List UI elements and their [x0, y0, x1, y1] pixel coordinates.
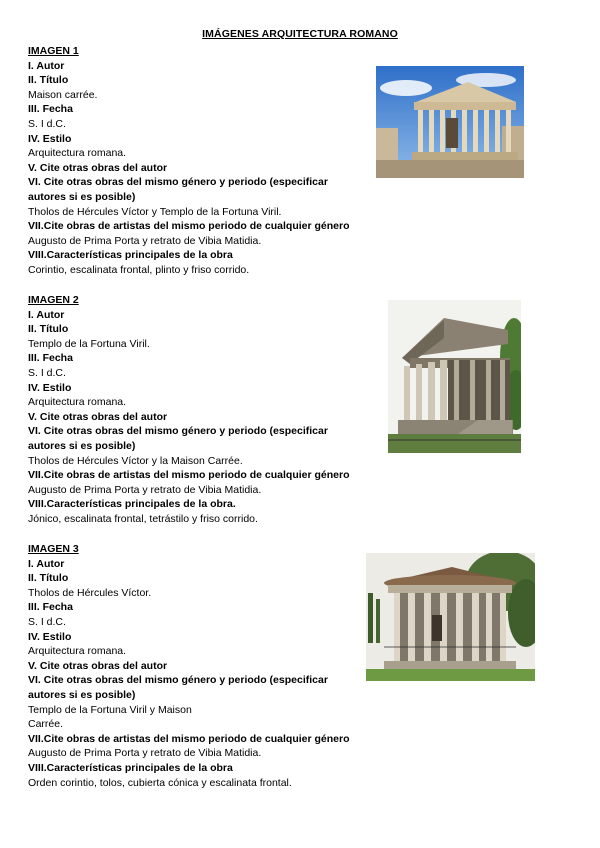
artistas-value: Augusto de Prima Porta y retrato de Vibia Matidia. [28, 483, 262, 496]
caracteristicas-value: Corintio, escalinata frontal, plinto y friso corrido. [28, 263, 250, 276]
section-heading: IMAGEN 3 [28, 543, 79, 555]
tholos-hercules-photo [366, 553, 535, 681]
otras-genero-label-1: VI. Cite otras obras del mismo género y periodo (especificar [28, 176, 328, 189]
page-title: IMÁGENES ARQUITECTURA ROMANO [202, 28, 398, 40]
estilo-label: IV. Estilo [28, 132, 72, 145]
artistas-value: Augusto de Prima Porta y retrato de Vibia Matidia. [28, 747, 262, 760]
fortuna-viril-photo [388, 300, 521, 453]
otras-genero-label-1: VI. Cite otras obras del mismo género y periodo (especificar [28, 425, 328, 438]
titulo-label: II. Título [28, 572, 69, 585]
fecha-label: III. Fecha [28, 352, 73, 365]
fecha-value: S. I d.C. [28, 366, 66, 379]
otras-genero-label-2: autores si es posible) [28, 688, 136, 701]
section-heading: IMAGEN 1 [28, 45, 79, 57]
imagen-1-section [28, 44, 388, 278]
fecha-label: III. Fecha [28, 601, 73, 614]
autor-label: I. Autor [28, 59, 65, 72]
titulo-label: II. Título [28, 74, 69, 87]
otras-autor-label: V. Cite otras obras del autor [28, 659, 168, 672]
otras-autor-label: V. Cite otras obras del autor [28, 410, 168, 423]
estilo-value: Arquitectura romana. [28, 147, 127, 160]
otras-genero-value-1: Templo de la Fortuna Viril y Maison [28, 703, 192, 716]
fecha-value: S. I d.C. [28, 615, 66, 628]
caracteristicas-value: Jónico, escalinata frontal, tetrástilo y friso corrido. [28, 512, 258, 525]
otras-genero-label-2: autores si es posible) [28, 190, 136, 203]
fecha-value: S. I d.C. [28, 117, 66, 130]
artistas-label: VII.Cite obras de artistas del mismo periodo de cualquier género [28, 220, 350, 233]
imagen-3-section [28, 542, 388, 790]
estilo-label: IV. Estilo [28, 381, 72, 394]
autor-label: I. Autor [28, 308, 65, 321]
artistas-label: VII.Cite obras de artistas del mismo periodo de cualquier género [28, 732, 350, 745]
caracteristicas-label: VIII.Características principales de la obra [28, 761, 233, 774]
fecha-label: III. Fecha [28, 103, 73, 116]
imagen-2-section [28, 293, 388, 527]
estilo-value: Arquitectura romana. [28, 396, 127, 409]
caracteristicas-label: VIII.Características principales de la obra [28, 249, 233, 262]
otras-genero-label-2: autores si es posible) [28, 439, 136, 452]
otras-genero-value-2: Carrée. [28, 718, 64, 731]
artistas-label: VII.Cite obras de artistas del mismo periodo de cualquier género [28, 469, 350, 482]
otras-genero-value: Tholos de Hércules Víctor y Templo de la Fortuna Viril. [28, 205, 282, 218]
autor-label: I. Autor [28, 557, 65, 570]
caracteristicas-value: Orden corintio, tolos, cubierta cónica y escalinata frontal. [28, 776, 292, 789]
artistas-value: Augusto de Prima Porta y retrato de Vibia Matidia. [28, 234, 262, 247]
otras-genero-label-1: VI. Cite otras obras del mismo género y periodo (especificar [28, 674, 328, 687]
maison-carree-photo [376, 66, 524, 178]
section-heading: IMAGEN 2 [28, 294, 79, 306]
estilo-value: Arquitectura romana. [28, 645, 127, 658]
otras-autor-label: V. Cite otras obras del autor [28, 161, 168, 174]
titulo-value: Maison carrée. [28, 88, 98, 101]
titulo-value: Tholos de Hércules Víctor. [28, 586, 152, 599]
caracteristicas-label: VIII.Características principales de la obra. [28, 498, 236, 511]
titulo-value: Templo de la Fortuna Viril. [28, 337, 150, 350]
otras-genero-value: Tholos de Hércules Víctor y la Maison Carrée. [28, 454, 243, 467]
titulo-label: II. Título [28, 323, 69, 336]
estilo-label: IV. Estilo [28, 630, 72, 643]
